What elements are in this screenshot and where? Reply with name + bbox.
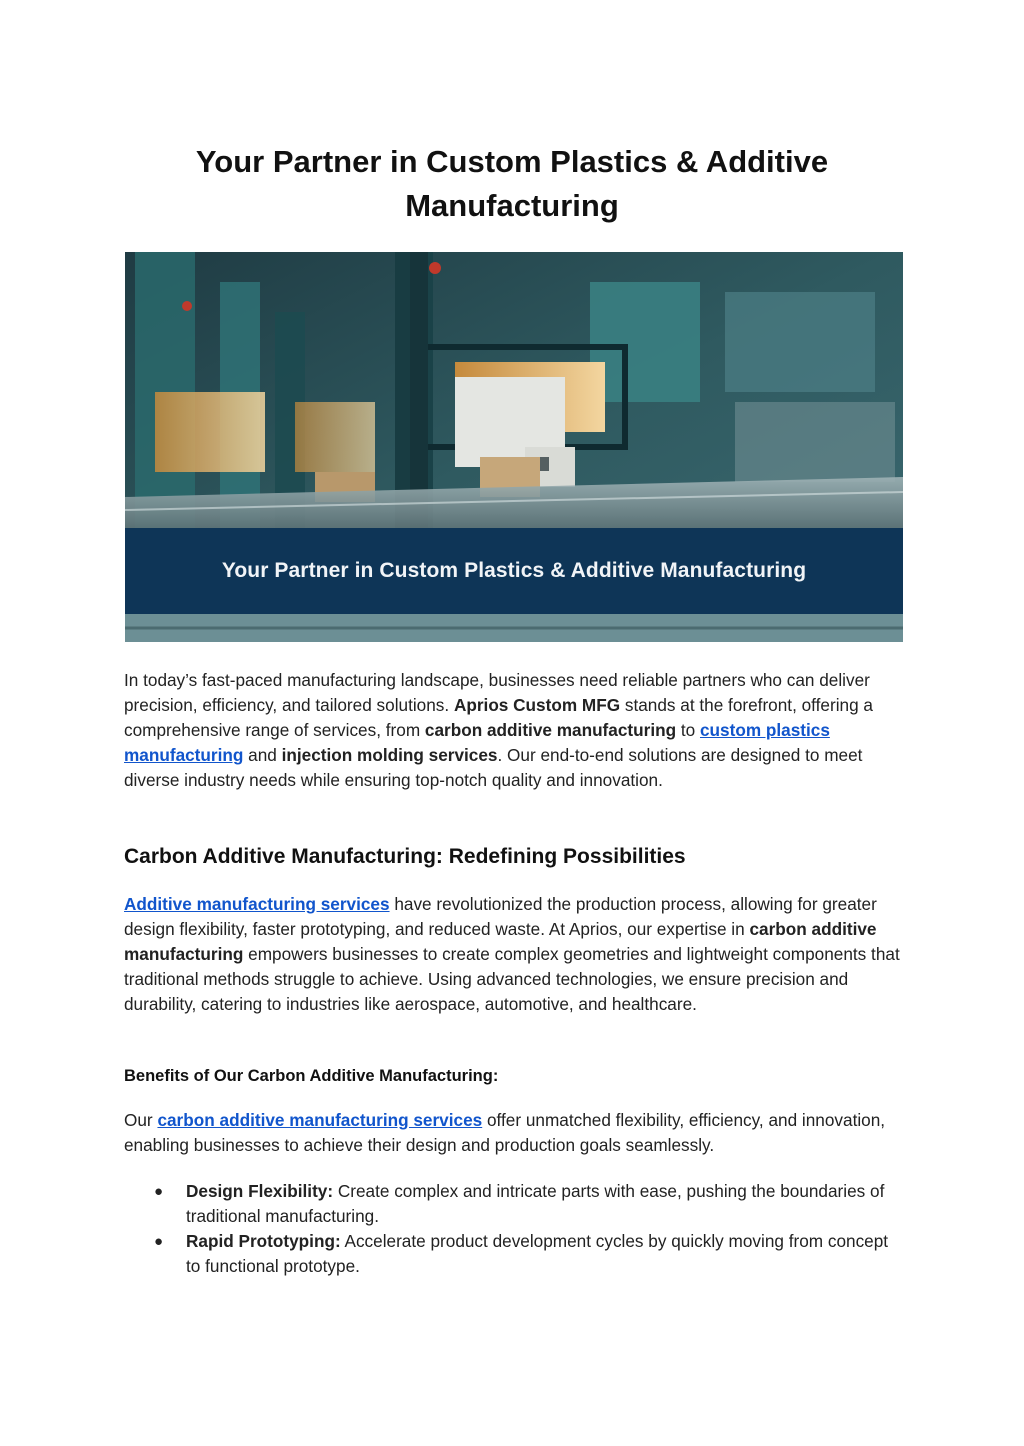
section-text-2: empowers businesses to create complex geometries and lightweight components that traditional methods struggle to achieve. Using advanced technologies, we ensure precision and durability, catering to industries like aerospace, automotive, and healthcare. [124,944,900,1014]
page-title: Your Partner in Custom Plastics & Additive Manufacturing [195,144,829,223]
list-item-label: Rapid Prototyping: [186,1231,341,1251]
list-item-text: Accelerate product development cycles by quickly moving from concept to functional prototype. [186,1231,889,1276]
benefits-text-2: offer unmatched flexibility, efficiency, and innovation, enabling businesses to achieve their design and production goals seamlessly. [124,1110,886,1155]
section-bold-carbon: carbon additive manufacturing [124,919,877,964]
intro-bold-injection: injection molding services [281,745,498,765]
list-item [124,1229,904,1279]
hero-banner-text: Your Partner in Custom Plastics & Additive Manufacturing [221,559,807,582]
benefits-paragraph [124,1108,904,1158]
intro-bold-carbon: carbon additive manufacturing [424,720,677,740]
section-paragraph-carbon [124,892,904,1017]
intro-text-1: In today’s fast-paced manufacturing landscape, businesses need reliable partners who can deliver precision, efficiency, and tailored solutions. [124,670,870,715]
list-item-text: Create complex and intricate parts with ease, pushing the boundaries of traditional manufacturing. [186,1181,885,1226]
list-item-label: Design Flexibility: [186,1181,334,1201]
section-heading-carbon: Carbon Additive Manufacturing: Redefining Possibilities [124,845,686,868]
intro-company-name: Aprios Custom MFG [453,695,621,715]
intro-text-4: and [243,745,282,765]
benefits-heading: Benefits of Our Carbon Additive Manufacturing: [124,1067,499,1085]
benefits-text-1: Our [124,1110,158,1130]
list-item [124,1179,904,1229]
custom-plastics-link[interactable]: custom plastics manufacturing [124,720,830,765]
bullet-icon: ● [154,1183,164,1200]
hero-banner [125,528,903,614]
hero-image [125,252,903,642]
carbon-services-link[interactable]: carbon additive manufacturing services [157,1110,483,1130]
benefits-list [124,1179,904,1279]
intro-paragraph [124,668,904,793]
intro-text-2: stands at the forefront, offering a comprehensive range of services, from [124,695,873,740]
intro-text-5: . Our end-to-end solutions are designed to meet diverse industry needs while ensuring top-notch quality and innovation. [124,745,863,790]
intro-text-3: to [676,720,700,740]
additive-services-link[interactable]: Additive manufacturing services [124,894,390,914]
section-text-1: have revolutionized the production process, allowing for greater design flexibility, faster prototyping, and reduced waste. At Aprios, our expertise in [124,894,877,939]
bullet-icon: ● [154,1233,164,1250]
